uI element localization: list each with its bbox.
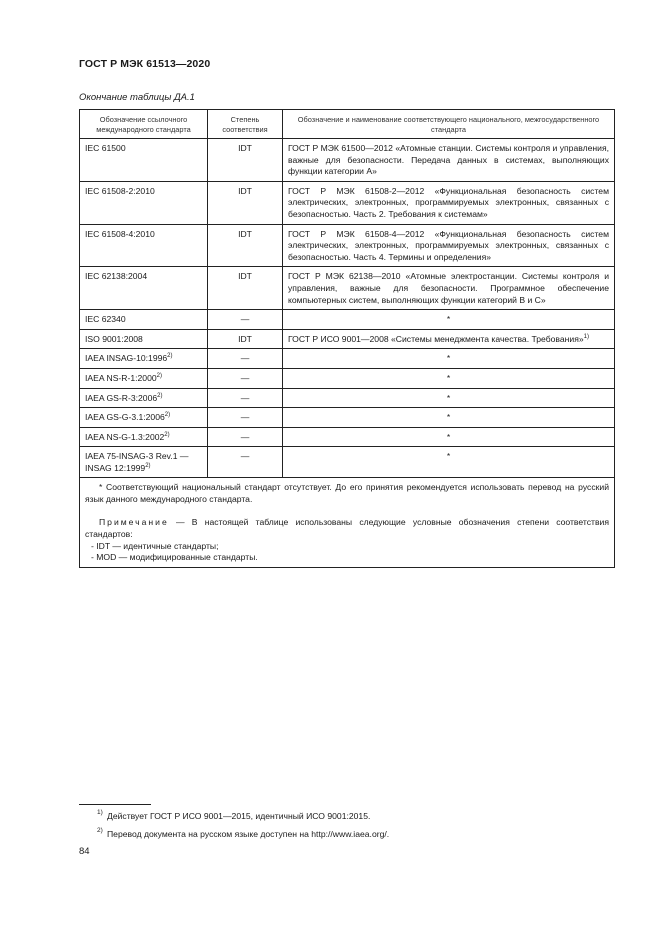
footnote-2 (97, 827, 390, 839)
table-row (80, 427, 615, 447)
national-standard-cell: * (283, 447, 615, 478)
header-national-standard: Обозначение и наименование соответствующего национального, межгосударственного стандарта (283, 110, 615, 139)
footnote-2-mark: 2) (97, 827, 103, 834)
table-row (80, 447, 615, 478)
footnote-ref: 2) (164, 431, 170, 438)
table-body (80, 139, 615, 478)
remark-item-idt: - IDT — идентичные стандарты; (91, 540, 219, 551)
table-row (80, 388, 615, 408)
ref-standard-cell: IAEA GS-R-3:2006$^{2)}$ (80, 388, 208, 408)
page-number: 84 (79, 846, 90, 857)
degree-cell: — (208, 310, 283, 330)
national-standard-cell: ГОСТ Р МЭК 61508-4—2012 «Функциональная безопасность систем электрических, электронных, программируемых электронных, связанных с безопасностью. Часть 4. Термины и определения» (283, 224, 615, 267)
remark-label: Примечание (99, 517, 169, 528)
footnote-ref: 2) (167, 353, 173, 360)
table-caption: Окончание таблицы ДА.1 (79, 92, 195, 103)
table-row (80, 368, 615, 388)
footnote-ref: 1) (583, 333, 589, 340)
ref-standard-cell: IEC 61500 (80, 139, 208, 182)
degree-cell: IDT (208, 224, 283, 267)
degree-cell: IDT (208, 181, 283, 224)
footnote-1-mark: 1) (97, 809, 103, 816)
ref-standard-cell: IEC 62340 (80, 310, 208, 330)
ref-standard-cell: IAEA 75-INSAG-3 Rev.1 — INSAG 12:1999$^{2)}$ (80, 447, 208, 478)
national-standard-cell: * (283, 408, 615, 428)
remark (85, 517, 609, 541)
remark-text: — В настоящей таблице использованы следующие условные обозначения степени соответствия стандартов: (85, 517, 609, 539)
footnote-1-text: Действует ГОСТ Р ИСО 9001—2015, идентичный ИСО 9001:2015. (107, 811, 371, 821)
national-standard-cell: ГОСТ Р МЭК 61508-2—2012 «Функциональная безопасность систем электрических, электронных, программируемых электронных, связанных с безопасностью. Часть 2. Требования к системам» (283, 181, 615, 224)
national-standard-cell: * (283, 368, 615, 388)
national-standard-cell: * (283, 388, 615, 408)
ref-standard-cell: IAEA INSAG-10:1996$^{2)}$ (80, 349, 208, 369)
table-row (80, 349, 615, 369)
national-standard-cell: * (283, 427, 615, 447)
standards-table (79, 109, 615, 568)
footnote-ref: 2) (156, 373, 162, 380)
remark-list (85, 541, 609, 565)
table-row (80, 139, 615, 182)
note-cell (80, 478, 615, 568)
degree-cell: IDT (208, 267, 283, 310)
footnote-ref: 2) (145, 463, 151, 470)
degree-cell: — (208, 408, 283, 428)
table-row (80, 181, 615, 224)
national-standard-cell: ГОСТ Р МЭК 62138—2010 «Атомные электростанции. Системы контроля и управления, важные для безопасности. Программное обеспечение компьютерных систем, выполняющих функции категорий В и С» (283, 267, 615, 310)
header-ref-standard: Обозначение ссылочного международного стандарта (80, 110, 208, 139)
note-row (80, 478, 615, 568)
table-row (80, 267, 615, 310)
ref-standard-cell: IEC 61508-2:2010 (80, 181, 208, 224)
table-row (80, 310, 615, 330)
ref-standard-cell: IAEA GS-G-3.1:2006$^{2)}$ (80, 408, 208, 428)
national-standard-cell: * (283, 349, 615, 369)
degree-cell: IDT (208, 329, 283, 349)
degree-cell: — (208, 447, 283, 478)
page-header: ГОСТ Р МЭК 61513—2020 (79, 58, 211, 70)
ref-standard-cell: IAEA NS-G-1.3:2002$^{2)}$ (80, 427, 208, 447)
footnote-1 (97, 809, 371, 821)
ref-standard-cell: ISO 9001:2008 (80, 329, 208, 349)
table-row (80, 224, 615, 267)
ref-standard-cell: IAEA NS-R-1:2000$^{2)}$ (80, 368, 208, 388)
degree-cell: — (208, 368, 283, 388)
ref-standard-cell: IEC 62138:2004 (80, 267, 208, 310)
table-row (80, 329, 615, 349)
footnote-separator (79, 804, 151, 805)
degree-cell: — (208, 427, 283, 447)
header-degree: Степень соответствия (208, 110, 283, 139)
degree-cell: — (208, 349, 283, 369)
degree-cell: — (208, 388, 283, 408)
national-standard-cell: ГОСТ Р МЭК 61500—2012 «Атомные станции. Системы контроля и управления, важные для безопасности. Передача данных в системах, выполняющих функции категории А» (283, 139, 615, 182)
ref-standard-cell: IEC 61508-4:2010 (80, 224, 208, 267)
table-row (80, 408, 615, 428)
footnote-2-text: Перевод документа на русском языке доступен на http://www.iaea.org/. (107, 829, 390, 839)
national-standard-cell: ГОСТ Р ИСО 9001—2008 «Системы менеджмента качества. Требования»$^{1)}$ (283, 329, 615, 349)
footnote-ref: 2) (157, 392, 163, 399)
asterisk-note: * Соответствующий национальный стандарт отсутствует. До его принятия рекомендуется использовать перевод на русский язык данного международного стандарта. (85, 482, 609, 505)
national-standard-cell: * (283, 310, 615, 330)
table-header-row (80, 110, 615, 139)
remark-item-mod: - MOD — модифицированные стандарты. (91, 552, 258, 563)
degree-cell: IDT (208, 139, 283, 182)
footnote-ref: 2) (164, 412, 171, 419)
